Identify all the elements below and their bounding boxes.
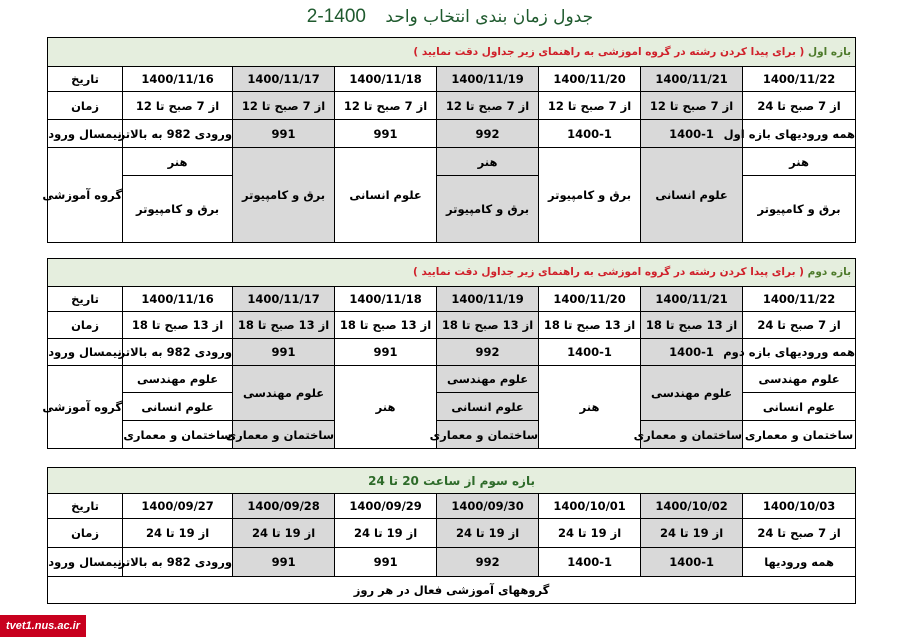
table-1-header: [48, 38, 856, 67]
table-2-header-note: ( برای پیدا کردن رشته در گروه اموزشی به راهنمای زیر جداول دقت نمایید ): [413, 266, 804, 278]
term-cell: ورودی 982 به بالاتر: [123, 548, 233, 577]
group-cell: علوم انسانی: [743, 393, 856, 421]
time-cell: از 7 صبح تا 12: [123, 92, 233, 120]
date-cell: 1400/09/29: [335, 494, 437, 519]
group-cell: برق و کامپیوتر: [233, 148, 335, 243]
group-cell: ساختمان و معماری: [641, 421, 743, 449]
term-cell: 1400-1: [641, 548, 743, 577]
time-cell: از 19 تا 24: [233, 519, 335, 548]
table-2-header-label: بازه دوم: [807, 266, 852, 278]
group-cell: برق و کامپیوتر: [437, 176, 539, 243]
date-cell: 1400/11/17: [233, 67, 335, 92]
time-cell: از 7 صبح تا 12: [335, 92, 437, 120]
title-number: 1400-2: [306, 6, 366, 27]
term-cell: 992: [437, 339, 539, 366]
table-1-term-row: [48, 120, 856, 148]
table-2-term-row: [48, 339, 856, 366]
date-cell: 1400/11/20: [539, 287, 641, 312]
group-cell: هنر: [335, 366, 437, 449]
term-cell: همه ورودیهای بازه اول: [743, 120, 856, 148]
date-cell: 1400/11/20: [539, 67, 641, 92]
date-cell: 1400/11/17: [233, 287, 335, 312]
table-2-date-row: [48, 287, 856, 312]
date-cell: 1400/11/19: [437, 287, 539, 312]
group-cell: هنر: [539, 366, 641, 449]
time-cell: از 13 صبح تا 18: [437, 312, 539, 339]
group-cell: علوم مهندسی: [233, 366, 335, 421]
date-cell: 1400/09/30: [437, 494, 539, 519]
date-cell: 1400/11/22: [743, 67, 856, 92]
time-cell: از 7 صبح تا 12: [233, 92, 335, 120]
footer-site-link[interactable]: tvet1.nus.ac.ir: [0, 615, 86, 637]
time-cell: از 7 صبح تا 12: [641, 92, 743, 120]
date-cell: 1400/11/18: [335, 287, 437, 312]
group-cell: برق و کامپیوتر: [123, 176, 233, 243]
row-label-time: زمان: [48, 92, 123, 120]
time-cell: از 7 صبح تا 24: [743, 519, 856, 548]
table-1-header-label: بازه اول: [808, 45, 852, 58]
date-cell: 1400/10/01: [539, 494, 641, 519]
date-cell: 1400/09/27: [123, 494, 233, 519]
term-cell: 992: [437, 120, 539, 148]
date-cell: 1400/11/21: [641, 287, 743, 312]
row-label-group: گروه آموزشی: [48, 366, 123, 449]
term-cell: همه ورودیهای بازه دوم: [743, 339, 856, 366]
table-1-header-note: ( برای پیدا کردن رشته در گروه اموزشی به راهنمای زیر جداول دقت نمایید ): [413, 45, 805, 58]
term-cell: 1400-1: [641, 120, 743, 148]
schedule-table-3: [47, 467, 856, 604]
group-cell: هنر: [437, 148, 539, 176]
title-text: جدول زمان بندی انتخاب واحد: [385, 7, 594, 27]
table-3-header: بازه سوم از ساعت 20 تا 24: [48, 468, 856, 494]
group-cell: ساختمان و معماری: [123, 421, 233, 449]
row-label-time: زمان: [48, 312, 123, 339]
group-cell: علوم مهندسی: [437, 366, 539, 393]
row-label-date: تاریخ: [48, 494, 123, 519]
table-1-time-row: [48, 92, 856, 120]
group-cell: برق و کامپیوتر: [539, 148, 641, 243]
term-cell: 991: [233, 339, 335, 366]
time-cell: از 13 صبح تا 18: [539, 312, 641, 339]
term-cell: 1400-1: [539, 548, 641, 577]
term-cell: ورودی 982 به بالاتر: [123, 339, 233, 366]
table-3-footer-row: گروههای آموزشی فعال در هر روز: [48, 577, 856, 604]
date-cell: 1400/09/28: [233, 494, 335, 519]
term-cell: همه ورودیها: [743, 548, 856, 577]
time-cell: از 13 صبح تا 18: [123, 312, 233, 339]
date-cell: 1400/11/22: [743, 287, 856, 312]
time-cell: از 7 صبح تا 12: [437, 92, 539, 120]
date-cell: 1400/11/16: [123, 287, 233, 312]
group-cell: ساختمان و معماری: [233, 421, 335, 449]
row-label-term: نیمسال ورود: [48, 120, 123, 148]
date-cell: 1400/11/19: [437, 67, 539, 92]
group-cell: علوم مهندسی: [743, 366, 856, 393]
row-label-term: نیمسال ورود: [48, 339, 123, 366]
group-cell: هنر: [743, 148, 856, 176]
schedule-table-2: [42, 258, 856, 449]
group-cell: علوم انسانی: [123, 393, 233, 421]
term-cell: 1400-1: [539, 339, 641, 366]
time-cell: از 19 تا 24: [335, 519, 437, 548]
row-label-time: زمان: [48, 519, 123, 548]
date-cell: 1400/11/16: [123, 67, 233, 92]
date-cell: 1400/10/02: [641, 494, 743, 519]
table-3-time-row: [48, 519, 856, 548]
group-cell: علوم مهندسی: [641, 366, 743, 421]
group-cell: ساختمان و معماری: [743, 421, 856, 449]
term-cell: 1400-1: [539, 120, 641, 148]
table-3-term-row: [48, 548, 856, 577]
term-cell: 991: [335, 548, 437, 577]
term-cell: 991: [233, 548, 335, 577]
time-cell: از 7 صبح تا 12: [539, 92, 641, 120]
time-cell: از 7 صبح تا 24: [743, 312, 856, 339]
date-cell: 1400/10/03: [743, 494, 856, 519]
group-cell: علوم انسانی: [641, 148, 743, 243]
time-cell: از 13 صبح تا 18: [335, 312, 437, 339]
term-cell: 991: [335, 339, 437, 366]
term-cell: ورودی 982 به بالاتر: [123, 120, 233, 148]
time-cell: از 13 صبح تا 18: [233, 312, 335, 339]
table-2-time-row: [48, 312, 856, 339]
group-cell: برق و کامپیوتر: [743, 176, 856, 243]
term-cell: 991: [233, 120, 335, 148]
row-label-group: گروه آموزشی: [48, 148, 123, 243]
row-label-term: نیمسال ورود: [48, 548, 123, 577]
schedule-table-1: [42, 37, 856, 243]
table-3-date-row: [48, 494, 856, 519]
footer-bar: [86, 615, 900, 637]
time-cell: از 19 تا 24: [539, 519, 641, 548]
term-cell: 992: [437, 548, 539, 577]
group-cell: علوم انسانی: [335, 148, 437, 243]
time-cell: از 19 تا 24: [437, 519, 539, 548]
group-cell: هنر: [123, 148, 233, 176]
page-title: [0, 6, 900, 28]
time-cell: از 7 صبح تا 24: [743, 92, 856, 120]
term-cell: 1400-1: [641, 339, 743, 366]
time-cell: از 19 تا 24: [123, 519, 233, 548]
date-cell: 1400/11/21: [641, 67, 743, 92]
table-1-date-row: [48, 67, 856, 92]
time-cell: از 13 صبح تا 18: [641, 312, 743, 339]
group-cell: علوم انسانی: [437, 393, 539, 421]
date-cell: 1400/11/18: [335, 67, 437, 92]
row-label-date: تاریخ: [48, 287, 123, 312]
row-label-date: تاریخ: [48, 67, 123, 92]
group-cell: علوم مهندسی: [123, 366, 233, 393]
time-cell: از 19 تا 24: [641, 519, 743, 548]
group-cell: ساختمان و معماری: [437, 421, 539, 449]
table-2-header: [48, 259, 856, 287]
term-cell: 991: [335, 120, 437, 148]
